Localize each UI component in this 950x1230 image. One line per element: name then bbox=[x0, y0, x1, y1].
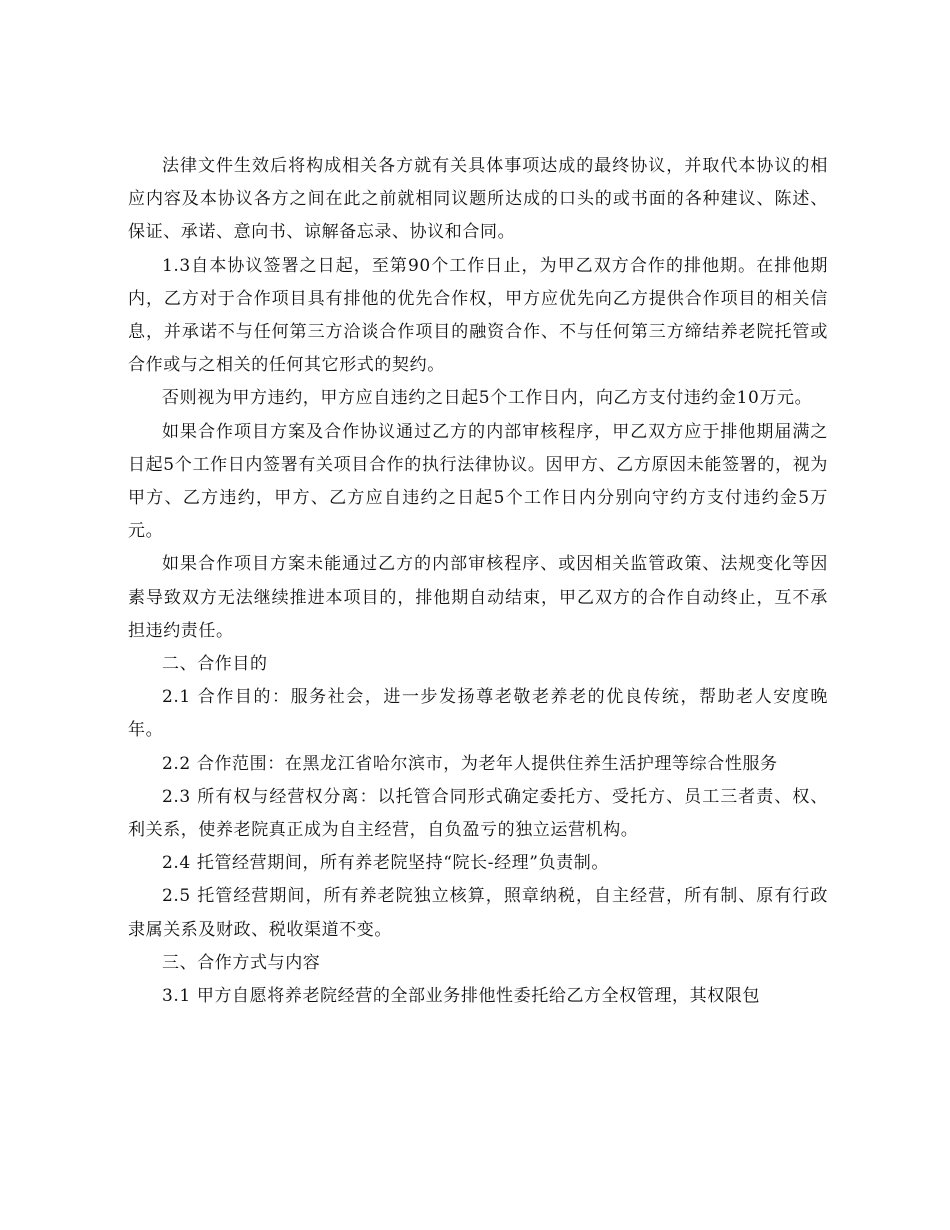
paragraph-final-agreement: 法律文件生效后将构成相关各方就有关具体事项达成的最终协议，并取代本协议的相应内容及本协议各方之间在此之前就相同议题所达成的口头的或书面的各种建议、陈述、保证、承诺、意向书、谅解备忘录、协议和合同。 bbox=[128, 156, 828, 243]
document-body bbox=[128, 150, 828, 1013]
clause-2-3: 2.3 所有权与经营权分离：以托管合同形式确定委托方、受托方、员工三者责、权、利关系，使养老院真正成为自主经营，自负盈亏的独立运营机构。 bbox=[128, 786, 828, 841]
paragraph-signing-deadline: 如果合作项目方案及合作协议通过乙方的内部审核程序，甲乙双方应于排他期届满之日起5个工作日内签署有关项目合作的执行法律协议。因甲方、乙方原因未能签署的，视为甲方、乙方违约，甲方、乙方应自违约之日起5个工作日内分别向守约方支付违约金5万元。 bbox=[128, 421, 828, 542]
section-heading-cooperation-method: 三、合作方式与内容 bbox=[162, 952, 321, 973]
paragraph-exclusivity-period: 1.3自本协议签署之日起，至第90个工作日止，为甲乙双方合作的排他期。在排他期内，乙方对于合作项目具有排他的优先合作权，甲方应优先向乙方提供合作项目的相关信息，并承诺不与任何第三方洽谈合作项目的融资合作、不与任何第三方缔结养老院托管或合作或与之相关的任何其它形式的契约。 bbox=[128, 255, 828, 376]
section-heading-purpose: 二、合作目的 bbox=[162, 654, 268, 675]
paragraph-termination: 如果合作项目方案未能通过乙方的内部审核程序、或因相关监管政策、法规变化等因素导致双方无法继续推进本项目的，排他期自动结束，甲乙双方的合作自动终止，互不承担违约责任。 bbox=[128, 554, 828, 641]
clause-2-4: 2.4 托管经营期间，所有养老院坚持“院长-经理”负责制。 bbox=[162, 853, 609, 874]
clause-2-2: 2.2 合作范围：在黑龙江省哈尔滨市，为老年人提供住养生活护理等综合性服务 bbox=[162, 753, 778, 774]
paragraph-party-a-breach: 否则视为甲方违约，甲方应自违约之日起5个工作日内，向乙方支付违约金10万元。 bbox=[162, 388, 813, 409]
clause-3-1: 3.1 甲方自愿将养老院经营的全部业务排他性委托给乙方全权管理，其权限包 bbox=[162, 986, 761, 1007]
clause-2-1: 2.1 合作目的：服务社会，进一步发扬尊老敬老养老的优良传统，帮助老人安度晚年。 bbox=[128, 687, 828, 741]
clause-2-5: 2.5 托管经营期间，所有养老院独立核算，照章纳税，自主经营，所有制、原有行政隶属关系及财政、税收渠道不变。 bbox=[128, 886, 828, 940]
